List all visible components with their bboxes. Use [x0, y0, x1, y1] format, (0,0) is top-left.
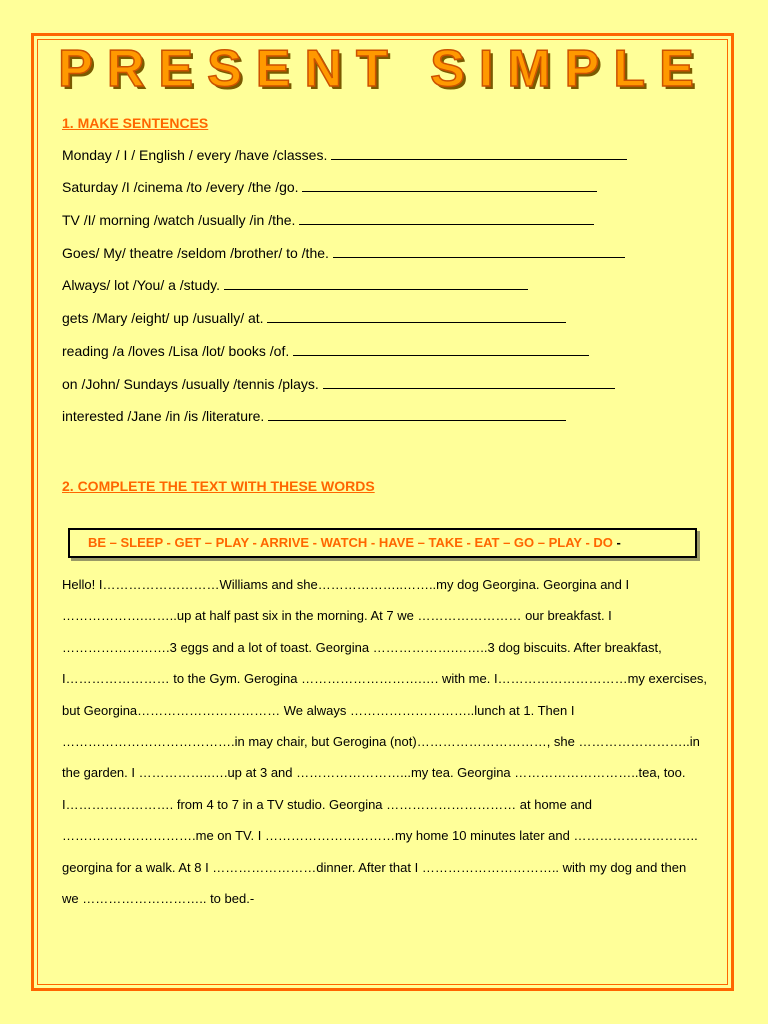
section2-heading-text: . COMPLETE THE TEXT WITH THESE WORDS: [69, 478, 375, 494]
sentence-text: on /John/ Sundays /usually /tennis /plays.: [62, 376, 323, 392]
answer-blank[interactable]: [299, 211, 594, 225]
sentence-item: [62, 342, 589, 359]
text-line: I……………………. from 4 to 7 in a TV studio. Georgina ………………………… at home and: [62, 796, 593, 812]
sentence-item: [62, 178, 597, 195]
page-title: PRESENT SIMPLE: [58, 40, 708, 98]
answer-blank[interactable]: [331, 146, 627, 160]
text-line: georgina for a walk. At 8 I ……………………dinner. After that I ………………………….. with my dog and then: [62, 859, 687, 875]
sentence-text: Always/ lot /You/ a /study.: [62, 277, 224, 293]
text-line: we ……………………….. to bed.-: [62, 891, 255, 906]
text-line: Hello! I………………………Williams and she………………..……..my dog Georgina. Georgina and I: [62, 577, 630, 592]
answer-blank[interactable]: [267, 309, 566, 323]
sentence-text: Saturday /I /cinema /to /every /the /go.: [62, 179, 303, 195]
section1-heading: 1. MAKE SENTENCES: [62, 115, 209, 131]
answer-blank[interactable]: [302, 178, 597, 192]
word-bank-tail: -: [612, 535, 621, 550]
answer-blank[interactable]: [224, 276, 528, 290]
sentence-item: [62, 375, 615, 392]
sentence-text: Monday / I / English / every /have /classes.: [62, 147, 332, 163]
text-line: ………………………………….in may chair, but Gerogina (not)…………………………, she ……………………..in: [62, 734, 700, 749]
answer-blank[interactable]: [323, 375, 615, 389]
sentence-text: interested /Jane /in /is /literature.: [62, 408, 269, 424]
word-bank: BE – SLEEP - GET – PLAY - ARRIVE - WATCH - HAVE – TAKE - EAT – GO – PLAY - DO: [88, 535, 613, 550]
text-line: ………………………….me on TV. I …………………………my home 10 minutes later and ………………………..: [62, 828, 698, 844]
answer-blank[interactable]: [293, 342, 589, 356]
text-line: the garden. I ……………..….up at 3 and ……………………...my tea. Georgina ………………………..tea, too.: [62, 765, 686, 781]
text-line: …………………….3 eggs and a lot of toast. Georgina ……………….……..3 dog biscuits. After breakfast,: [62, 639, 662, 655]
sentence-text: reading /a /loves /Lisa /lot/ books /of.: [62, 343, 294, 359]
sentence-item: [62, 244, 625, 261]
sentence-item: [62, 309, 566, 326]
answer-blank[interactable]: [268, 407, 566, 421]
answer-blank[interactable]: [333, 244, 625, 258]
sentence-text: Goes/ My/ theatre /seldom /brother/ to /the.: [62, 245, 333, 261]
sentence-item: [62, 407, 566, 424]
section2-heading-number: 2: [62, 478, 70, 494]
section2-heading: [62, 478, 375, 494]
text-line: but Georgina…………………………… We always ………………………..lunch at 1. Then I: [62, 702, 575, 718]
text-line: I…………………… to the Gym. Gerogina ……………………….…. with me. I…………………………my exercises,: [62, 671, 708, 687]
sentence-item: [62, 276, 528, 293]
sentence-text: gets /Mary /eight/ up /usually/ at.: [62, 310, 268, 326]
sentence-item: [62, 211, 594, 228]
sentence-text: TV /I/ morning /watch /usually /in /the.: [62, 212, 300, 228]
text-line: ……………….……..up at half past six in the morning. At 7 we …………………… our breakfast. I: [62, 608, 612, 624]
sentence-item: [62, 146, 627, 163]
word-bank-box: [68, 528, 697, 558]
